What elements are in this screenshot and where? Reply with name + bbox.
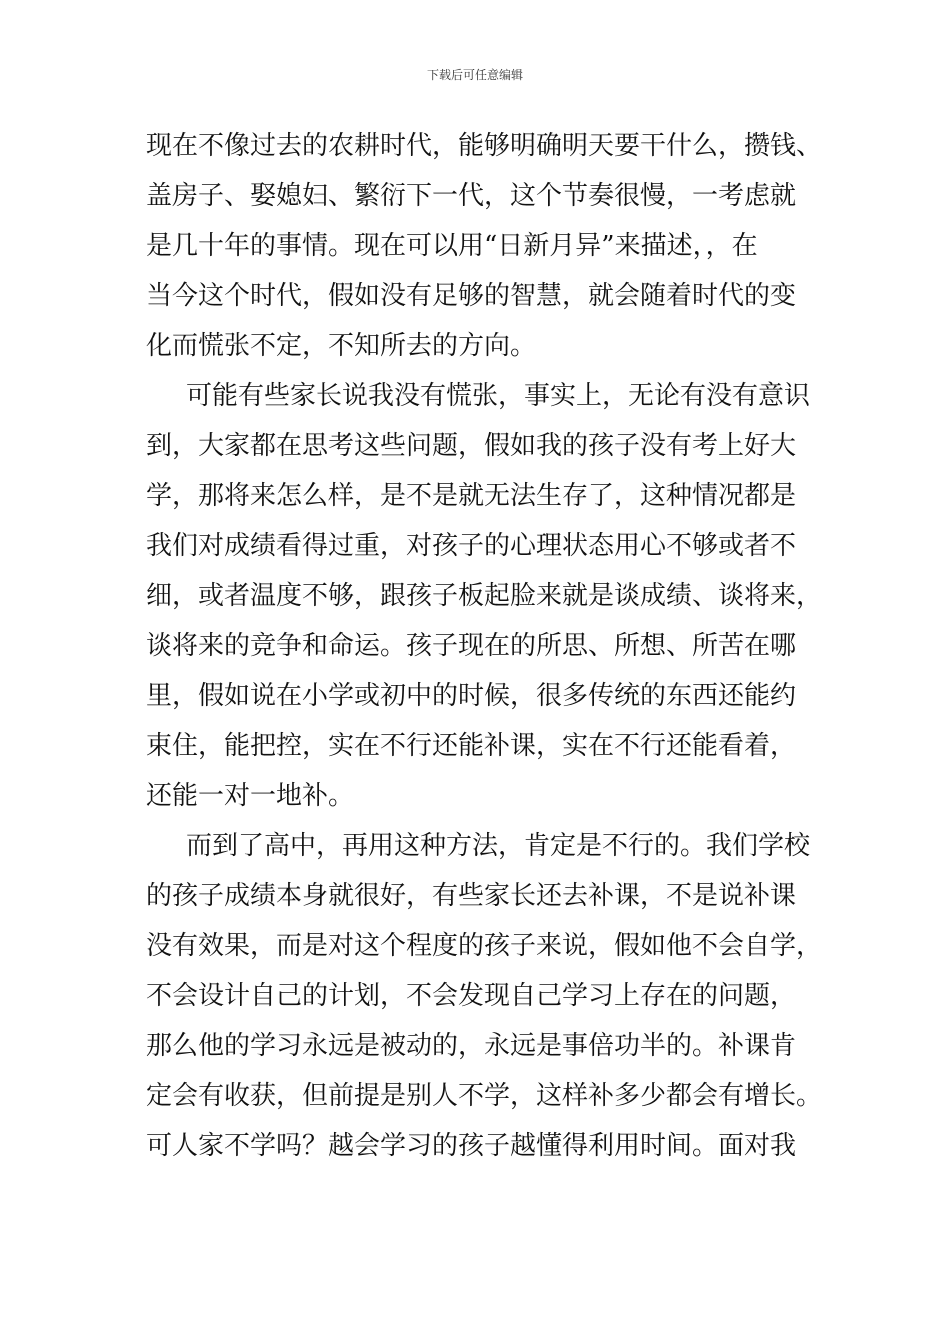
text-line: 当今这个时代，假如没有足够的智慧，就会随着时代的变 <box>146 281 797 311</box>
text-line: 现在不像过去的农耕时代，能够明确明天要干什么，攒钱、 <box>146 131 823 161</box>
text-line: 不会设计自己的计划，不会发现自己学习上存在的问题， <box>146 981 797 1011</box>
text-line: 谈将来的竞争和命运。孩子现在的所思、所想、所苦在哪 <box>146 631 797 661</box>
text-line: 束住，能把控，实在不行还能补课，实在不行还能看着， <box>146 731 797 761</box>
text-line: 到，大家都在思考这些问题，假如我的孩子没有考上好大 <box>146 431 797 461</box>
text-line: 定会有收获，但前提是别人不学，这样补多少都会有增长。 <box>146 1081 823 1111</box>
text-line: 细，或者温度不够，跟孩子板起脸来就是谈成绩、谈将来， <box>146 581 823 611</box>
text-line: 还能一对一地补。 <box>146 781 355 811</box>
text-line: 盖房子、娶媳妇、繁衍下一代，这个节奏很慢，一考虑就 <box>146 181 797 211</box>
paragraph-first-line: 可能有些家长说我没有慌张，事实上，无论有没有意识 <box>186 381 811 411</box>
page-header: 下载后可任意编辑 <box>426 68 523 82</box>
text-line: 化而慌张不定，不知所去的方向。 <box>146 331 537 361</box>
text-line: 没有效果，而是对这个程度的孩子来说，假如他不会自学， <box>146 931 823 961</box>
text-line: 是几十年的事情。现在可以用“日新月异”来描述，，在 <box>146 231 758 261</box>
text-line: 的孩子成绩本身就很好，有些家长还去补课，不是说补课 <box>146 881 797 911</box>
text-line: 可人家不学吗？越会学习的孩子越懂得利用时间。面对我 <box>146 1131 797 1161</box>
text-line: 学，那将来怎么样，是不是就无法生存了，这种情况都是 <box>146 481 797 511</box>
text-line: 里，假如说在小学或初中的时候，很多传统的东西还能约 <box>146 681 797 711</box>
text-line: 我们对成绩看得过重，对孩子的心理状态用心不够或者不 <box>146 531 797 561</box>
text-line: 那么他的学习永远是被动的，永远是事倍功半的。补课肯 <box>146 1031 797 1061</box>
paragraph-first-line: 而到了高中，再用这种方法，肯定是不行的。我们学校 <box>186 831 811 861</box>
